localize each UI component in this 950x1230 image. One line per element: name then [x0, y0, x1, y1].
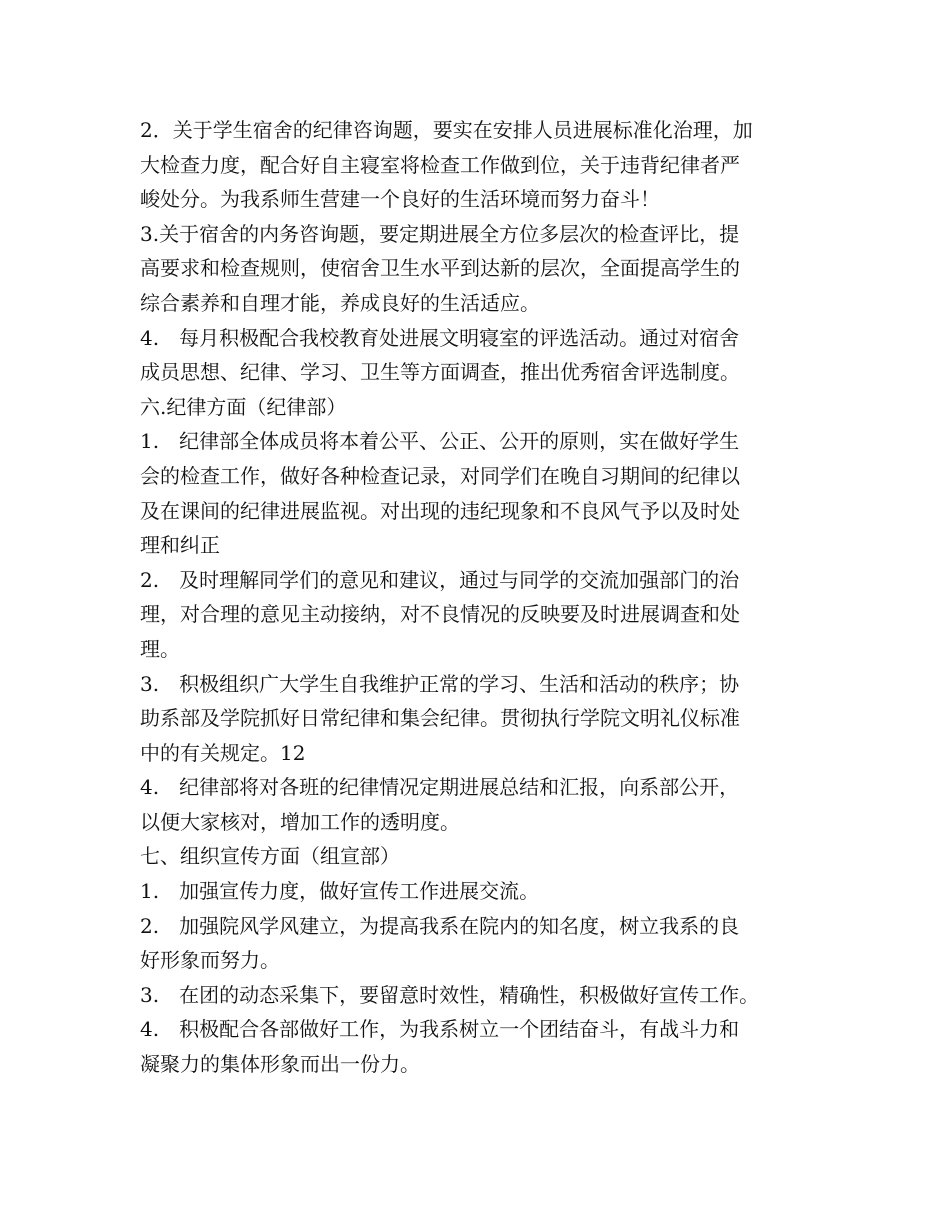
text-line: 4. 积极配合各部做好工作，为我系树立一个团结奋斗，有战斗力和 [140, 1017, 740, 1042]
text-line: 理和纠正 [140, 533, 220, 558]
text-line: 3. 积极组织广大学生自我维护正常的学习、生活和活动的秩序；协 [140, 671, 740, 696]
text-line: 1. 纪律部全体成员将本着公平、公正、公开的原则，实在做好学生 [140, 429, 740, 454]
text-line: 凝聚力的集体形象而出一份力。 [140, 1052, 420, 1077]
text-line: 理，对合理的意见主动接纳，对不良情况的反映要及时进展调查和处 [140, 602, 740, 627]
text-line: 1. 加强宣传力度，做好宣传工作进展交流。 [140, 879, 540, 904]
document-body [140, 113, 815, 1082]
text-line: 4. 纪律部将对各班的纪律情况定期进展总结和汇报，向系部公开， [140, 775, 740, 800]
text-line: 高要求和检查规则，使宿舍卫生水平到达新的层次，全面提高学生的 [140, 256, 740, 281]
text-line: 大检查力度，配合好自主寝室将检查工作做到位，关于违背纪律者严 [140, 152, 740, 177]
text-line: 成员思想、纪律、学习、卫生等方面调查，推出优秀宿舍评选制度。 [140, 360, 740, 385]
text-line: 峻处分。为我系师生营建一个良好的生活环境而努力奋斗！ [140, 187, 660, 212]
text-line: 中的有关规定。12 [140, 740, 306, 765]
text-line: 2. 及时理解同学们的意见和建议，通过与同学的交流加强部门的治 [140, 567, 740, 592]
text-line: 2．关于学生宿舍的纪律咨询题，要实在安排人员进展标准化治理，加 [140, 118, 753, 142]
section-heading: 六.纪律方面（纪律部） [140, 394, 347, 419]
text-line: 综合素养和自理才能，养成良好的生活适应。 [140, 290, 540, 315]
text-line: 好形象而努力。 [140, 948, 280, 973]
text-line: 会的检查工作，做好各种检查记录，对同学们在晚自习期间的纪律以 [140, 463, 740, 488]
text-line: 理。 [140, 636, 180, 661]
text-line: 2. 加强院风学风建立，为提高我系在院内的知名度，树立我系的良 [140, 913, 740, 938]
text-line: 4. 每月积极配合我校教育处进展文明寝室的评选活动。通过对宿舍 [140, 325, 740, 350]
text-line: 及在课间的纪律进展监视。对出现的违纪现象和不良风气予以及时处 [140, 498, 740, 523]
text-line: 以便大家核对，增加工作的透明度。 [140, 809, 460, 834]
text-line: 3.关于宿舍的内务咨询题，要定期进展全方位多层次的检查评比，提 [140, 221, 740, 246]
section-heading: 七、组织宣传方面（组宣部） [140, 844, 400, 869]
text-line: 助系部及学院抓好日常纪律和集会纪律。贯彻执行学院文明礼仪标准 [140, 706, 740, 731]
text-line: 3. 在团的动态采集下，要留意时效性，精确性，积极做好宣传工作。 [140, 982, 760, 1007]
